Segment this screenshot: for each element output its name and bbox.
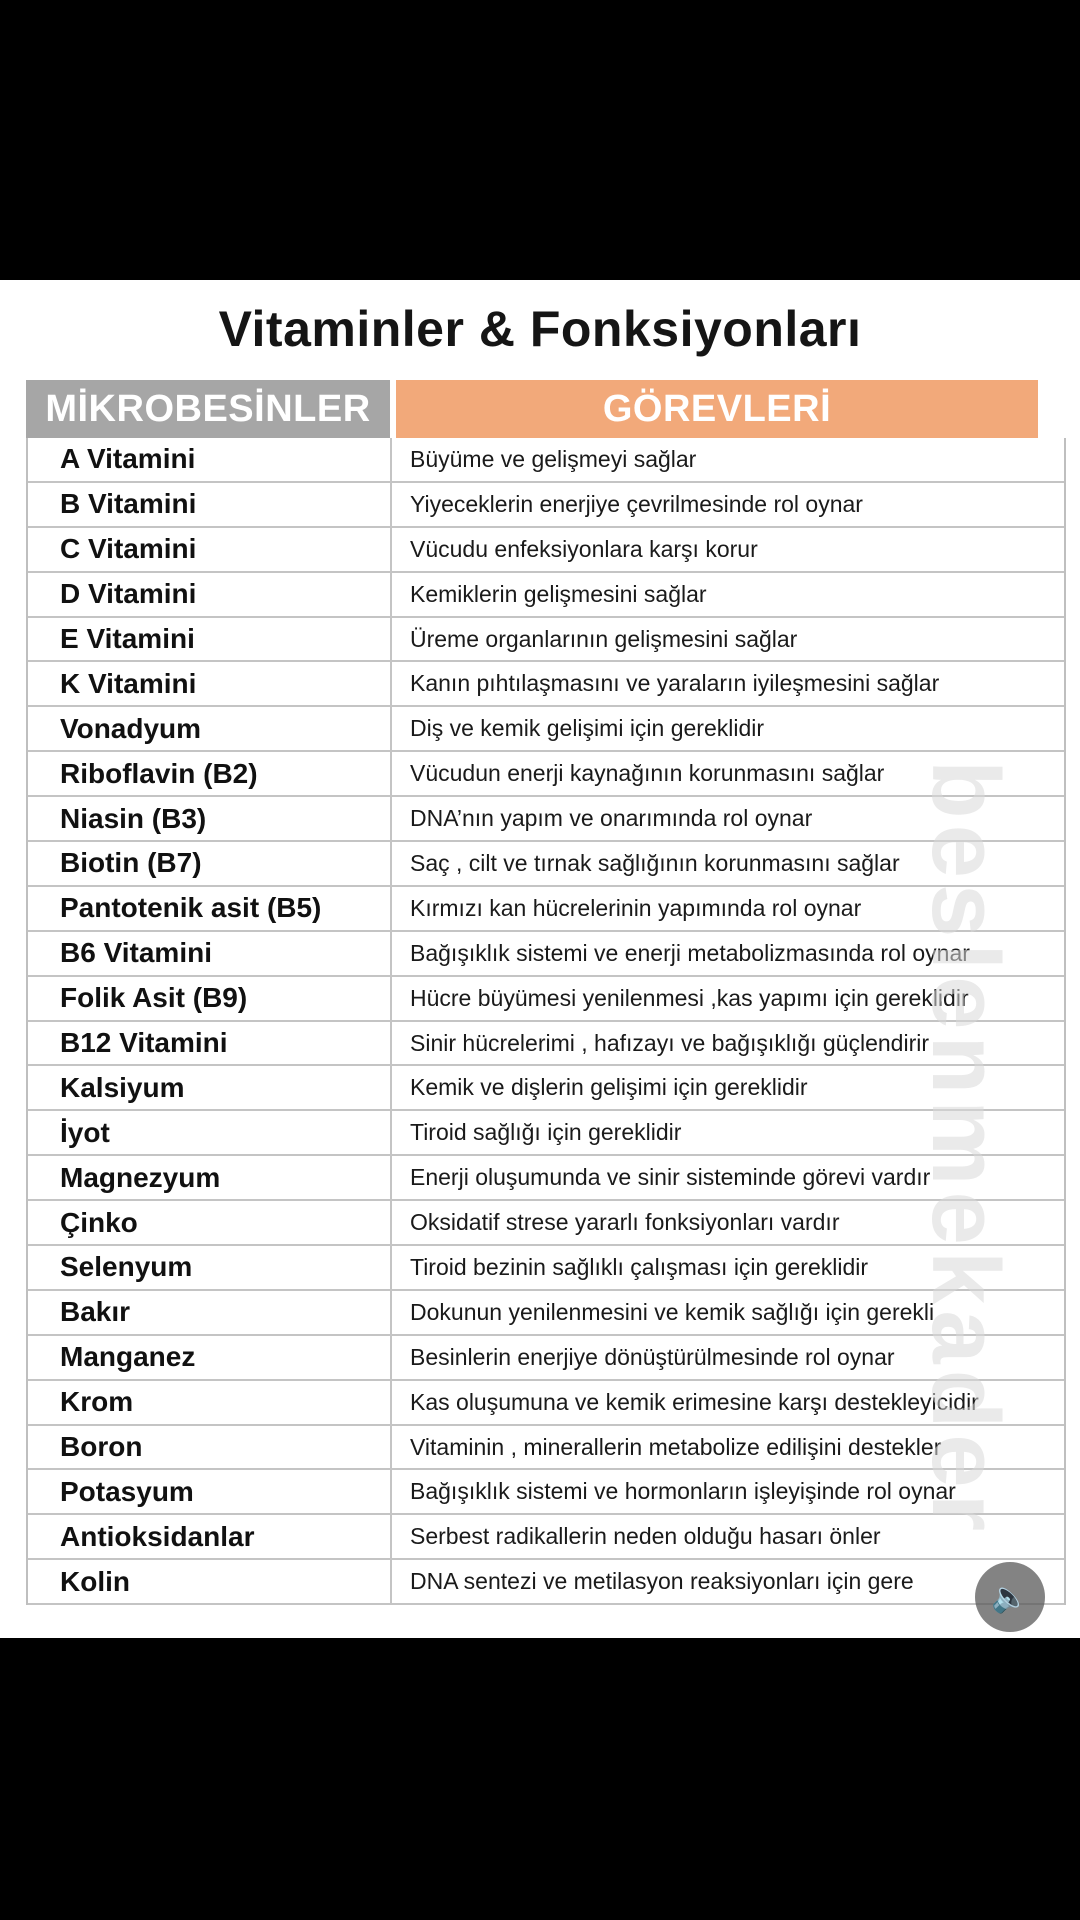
table-row: [28, 932, 1064, 977]
microbesin-name: D Vitamini: [28, 573, 392, 616]
gorev-description: Bağışıklık sistemi ve hormonların işleyişinde rol oynar: [410, 1478, 956, 1505]
microbesin-name: C Vitamini: [28, 528, 392, 571]
table-row: [28, 1111, 1064, 1156]
microbesin-name: Bakır: [28, 1291, 392, 1334]
speaker-icon: 🔈: [991, 1580, 1029, 1614]
table-row: [28, 887, 1064, 932]
gorev-description: Dokunun yenilenmesini ve kemik sağlığı için gerekli: [410, 1298, 935, 1325]
table-row: [28, 1426, 1064, 1471]
gorev-description: Hücre büyümesi yenilenmesi ,kas yapımı için gereklidir: [410, 984, 969, 1011]
gorev-description: DNA’nın yapım ve onarımında rol oynar: [410, 805, 813, 832]
microbesin-name: B Vitamini: [28, 483, 392, 526]
table-row: [28, 1246, 1064, 1291]
microbesin-name: A Vitamini: [28, 438, 392, 481]
table-row: [28, 1336, 1064, 1381]
gorev-description: Yiyeceklerin enerjiye çevrilmesinde rol oynar: [410, 490, 863, 517]
microbesin-name: K Vitamini: [28, 662, 392, 705]
gorev-description: Oksidatif strese yararlı fonksiyonları vardır: [410, 1209, 840, 1236]
gorev-description: Vitaminin , minerallerin metabolize edilişini destekler: [410, 1433, 942, 1460]
table-row: [28, 1470, 1064, 1515]
microbesin-name: Riboflavin (B2): [28, 752, 392, 795]
gorev-description: Sinir hücrelerimi , hafızayı ve bağışıklığı güçlendirir: [410, 1029, 929, 1056]
vitamin-table: [26, 380, 1066, 1605]
table-row: [28, 707, 1064, 752]
microbesin-name: Kalsiyum: [28, 1066, 392, 1109]
table-row: [28, 977, 1064, 1022]
watermark-text: beslenmekader: [912, 760, 1019, 1538]
table-row: [28, 842, 1064, 887]
table-row: [28, 797, 1064, 842]
table-row: [28, 1515, 1064, 1560]
table-row: [28, 1066, 1064, 1111]
sound-button[interactable]: [975, 1562, 1045, 1632]
gorev-description: Tiroid bezinin sağlıklı çalışması için gereklidir: [410, 1253, 869, 1280]
gorev-description: Bağışıklık sistemi ve enerji metabolizmasında rol oynar: [410, 939, 970, 966]
microbesin-name: Potasyum: [28, 1470, 392, 1513]
microbesin-name: Pantotenik asit (B5): [28, 887, 392, 930]
microbesin-name: Antioksidanlar: [28, 1515, 392, 1558]
gorev-description: Saç , cilt ve tırnak sağlığının korunmasını sağlar: [410, 849, 900, 876]
microbesin-name: Manganez: [28, 1336, 392, 1379]
table-row: [28, 1156, 1064, 1201]
table-row: [28, 618, 1064, 663]
table-row: [28, 1022, 1064, 1067]
microbesin-name: Vonadyum: [28, 707, 392, 750]
gorev-description: Büyüme ve gelişmeyi sağlar: [410, 445, 697, 472]
table-row: [28, 483, 1064, 528]
microbesin-name: B12 Vitamini: [28, 1022, 392, 1065]
table-body: [26, 438, 1066, 1605]
table-row: [28, 528, 1064, 573]
gorev-description: Kemik ve dişlerin gelişimi için gereklidir: [410, 1074, 808, 1101]
microbesin-name: Boron: [28, 1426, 392, 1469]
gorev-description: Vücudun enerji kaynağının korunmasını sağlar: [410, 760, 885, 787]
microbesin-name: Niasin (B3): [28, 797, 392, 840]
page-title: Vitaminler & Fonksiyonları: [218, 301, 862, 357]
microbesin-name: Selenyum: [28, 1246, 392, 1289]
header-microbesinler: MİKROBESİNLER: [26, 380, 390, 438]
gorev-description: Vücudu enfeksiyonlara karşı korur: [410, 535, 758, 562]
table-row: [28, 752, 1064, 797]
header-gorevleri: GÖREVLERİ: [396, 380, 1038, 438]
gorev-description: Enerji oluşumunda ve sinir sisteminde görevi vardır: [410, 1164, 931, 1191]
gorev-description: Üreme organlarının gelişmesini sağlar: [410, 625, 798, 652]
table-row: [28, 573, 1064, 618]
table-row: [28, 1381, 1064, 1426]
gorev-description: Serbest radikallerin neden olduğu hasarı önler: [410, 1523, 881, 1550]
gorev-description: DNA sentezi ve metilasyon reaksiyonları için gere: [410, 1568, 914, 1595]
microbesin-name: İyot: [28, 1111, 392, 1154]
table-header: [26, 380, 1066, 438]
microbesin-name: Magnezyum: [28, 1156, 392, 1199]
table-row: [28, 1560, 1064, 1605]
table-row: [28, 662, 1064, 707]
gorev-description: Kemiklerin gelişmesini sağlar: [410, 580, 707, 607]
microbesin-name: Kolin: [28, 1560, 392, 1603]
gorev-description: Tiroid sağlığı için gereklidir: [410, 1119, 682, 1146]
microbesin-name: E Vitamini: [28, 618, 392, 661]
table-row: [28, 1291, 1064, 1336]
gorev-description: Besinlerin enerjiye dönüştürülmesinde rol oynar: [410, 1343, 895, 1370]
microbesin-name: Biotin (B7): [28, 842, 392, 885]
microbesin-name: Çinko: [28, 1201, 392, 1244]
gorev-description: Kanın pıhtılaşmasını ve yaraların iyileşmesini sağlar: [410, 670, 940, 697]
microbesin-name: Krom: [28, 1381, 392, 1424]
table-row: [28, 1201, 1064, 1246]
gorev-description: Kas oluşumuna ve kemik erimesine karşı destekleyicidir: [410, 1388, 979, 1415]
microbesin-name: Folik Asit (B9): [28, 977, 392, 1020]
gorev-description: Diş ve kemik gelişimi için gereklidir: [410, 715, 765, 742]
table-row: [28, 438, 1064, 483]
gorev-description: Kırmızı kan hücrelerinin yapımında rol oynar: [410, 894, 862, 921]
document-sheet: [0, 280, 1080, 1638]
microbesin-name: B6 Vitamini: [28, 932, 392, 975]
